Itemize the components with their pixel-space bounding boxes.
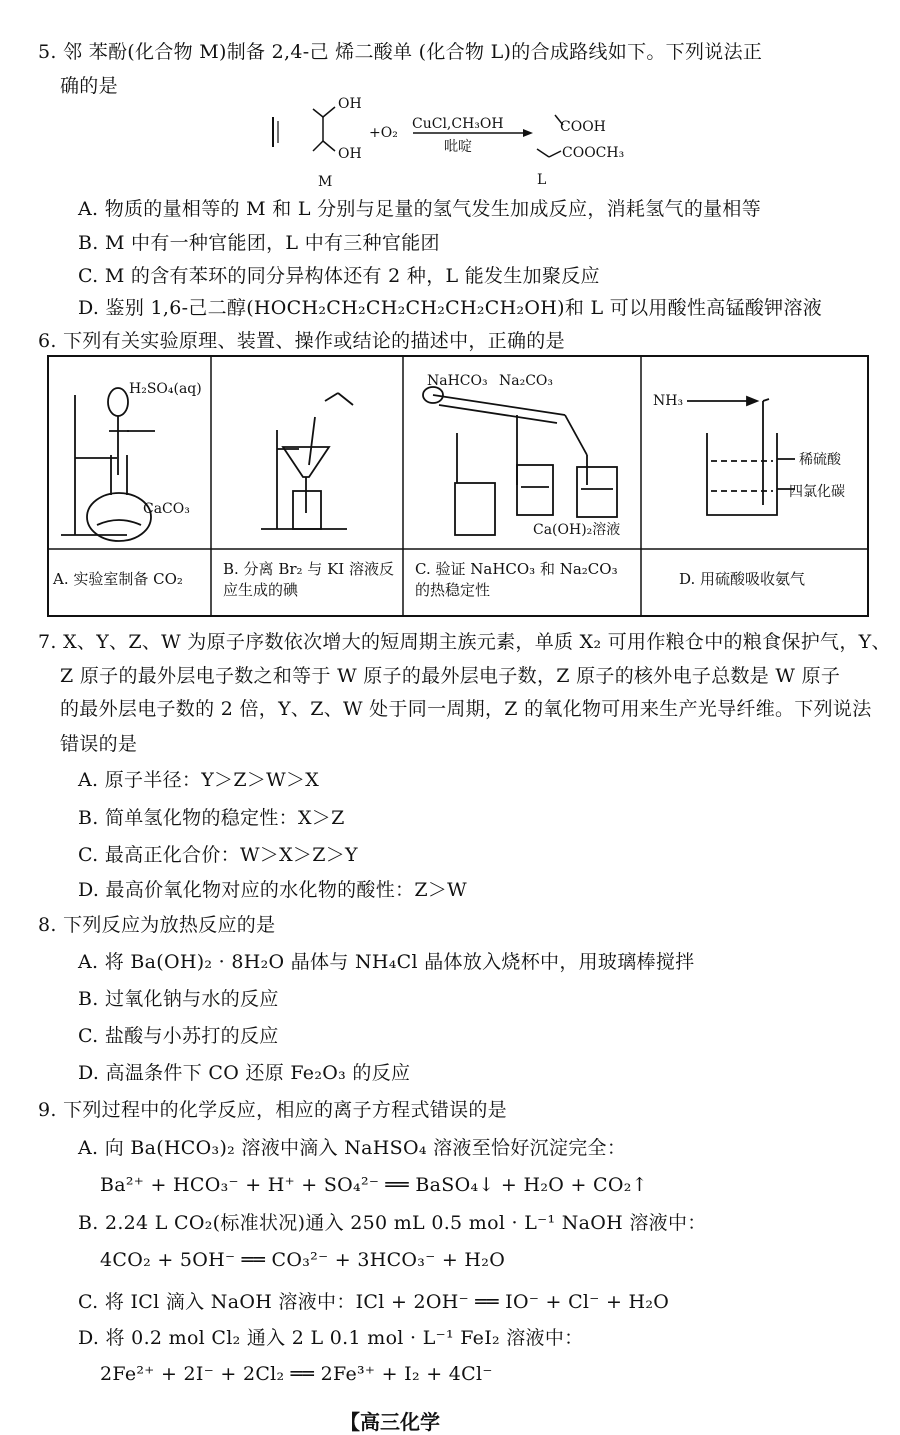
q9-equation-a: Ba²⁺ + HCO₃⁻ + H⁺ + SO₄²⁻ ══ BaSO₄↓ + H₂O + CO₂↑ (100, 1174, 648, 1196)
q9-equation-d: 2Fe²⁺ + 2I⁻ + 2Cl₂ ══ 2Fe³⁺ + I₂ + 4Cl⁻ (100, 1363, 493, 1385)
q8-option-c: C. 盐酸与小苏打的反应 (78, 1025, 279, 1047)
q5-option-c: C. M 的含有苯环的同分异构体还有 2 种，L 能发生加聚反应 (78, 265, 600, 287)
q5-oh-bottom: OH (338, 146, 362, 162)
q5-option-b: B. M 中有一种官能团，L 中有三种官能团 (78, 232, 440, 254)
page-footer: 【高三化学 (340, 1410, 440, 1434)
q6-label-na2co3: Na₂CO₃ (499, 373, 554, 389)
q5-reagent: CuCl,CH₃OH (412, 116, 504, 132)
q8-stem: 8. 下列反应为放热反应的是 (38, 914, 276, 936)
q7-option-b: B. 简单氢化物的稳定性：X＞Z (78, 807, 345, 829)
q6-caption-c: C. 验证 NaHCO₃ 和 Na₂CO₃ 的热稳定性 (415, 560, 618, 599)
q5-oh-top: OH (338, 96, 362, 112)
q5-option-d: D. 鉴别 1,6-己二醇(HOCH₂CH₂CH₂CH₂CH₂CH₂OH)和 L 可以用酸性高锰酸钾溶液 (78, 297, 823, 319)
q5-stem-line1: 5. 邻 苯酚(化合物 M)制备 2,4-己 烯二酸单 (化合物 L)的合成路线如下。下列说法正 (38, 41, 763, 63)
q6-label-limewater: Ca(OH)₂溶液 (533, 522, 621, 538)
q6-label-caco3: CaCO₃ (143, 501, 190, 517)
q8-option-d: D. 高温条件下 CO 还原 Fe₂O₃ 的反应 (78, 1062, 411, 1084)
q8-option-a: A. 将 Ba(OH)₂ · 8H₂O 晶体与 NH₄Cl 晶体放入烧杯中，用玻璃棒搅拌 (78, 951, 695, 973)
q6-caption-d: D. 用硫酸吸收氨气 (679, 570, 806, 588)
q5-label-l: L (537, 172, 547, 188)
q6-label-h2so4: H₂SO₄(aq) (129, 381, 202, 397)
q7-option-a: A. 原子半径：Y＞Z＞W＞X (78, 769, 320, 791)
q5-solvent: 吡啶 (444, 139, 472, 155)
q6-label-ccl4: 四氯化碳 (789, 484, 845, 500)
q7-stem-line1: 7. X、Y、Z、W 为原子序数依次增大的短周期主族元素，单质 X₂ 可用作粮仓中的粮食保护气，Y、 (38, 631, 891, 653)
q5-plus-o2: +O₂ (369, 125, 398, 141)
q9-option-d: D. 将 0.2 mol Cl₂ 通入 2 L 0.1 mol · L⁻¹ FeI₂ 溶液中： (78, 1327, 584, 1349)
q7-stem-line4: 错误的是 (60, 733, 138, 755)
q7-option-d: D. 最高价氧化物对应的水化物的酸性：Z＞W (78, 879, 467, 901)
q6-caption-b: B. 分离 Br₂ 与 KI 溶液反应生成的碘 (223, 560, 394, 599)
q5-cooh: COOH (560, 119, 606, 135)
q5-cooch3: COOCH₃ (562, 145, 625, 161)
q5-option-a: A. 物质的量相等的 M 和 L 分别与足量的氢气发生加成反应，消耗氢气的量相等 (78, 198, 762, 220)
q7-stem-line3: 的最外层电子数的 2 倍，Y、Z、W 处于同一周期，Z 的氧化物可用来生产光导纤维。下列说法 (60, 698, 872, 720)
q6-apparatus-figure (47, 355, 869, 617)
q5-label-m: M (318, 174, 333, 190)
q6-caption-a: A. 实验室制备 CO₂ (53, 570, 183, 588)
q9-option-b: B. 2.24 L CO₂(标准状况)通入 250 mL 0.5 mol · L⁻¹ NaOH 溶液中： (78, 1212, 707, 1234)
q9-stem: 9. 下列过程中的化学反应，相应的离子方程式错误的是 (38, 1099, 507, 1121)
q8-option-b: B. 过氧化钠与水的反应 (78, 988, 279, 1010)
q7-stem-line2: Z 原子的最外层电子数之和等于 W 原子的最外层电子数，Z 原子的核外电子总数是 W 原子 (60, 665, 841, 687)
q9-equation-b: 4CO₂ + 5OH⁻ ══ CO₃²⁻ + 3HCO₃⁻ + H₂O (100, 1249, 506, 1271)
q6-label-nahco3: NaHCO₃ (427, 373, 488, 389)
q6-stem: 6. 下列有关实验原理、装置、操作或结论的描述中，正确的是 (38, 330, 565, 352)
q7-option-c: C. 最高正化合价：W＞X＞Z＞Y (78, 844, 358, 866)
q6-label-dilute-h2so4: 稀硫酸 (799, 452, 841, 468)
q9-option-c: C. 将 ICl 滴入 NaOH 溶液中：ICl + 2OH⁻ ══ IO⁻ + Cl⁻ + H₂O (78, 1291, 670, 1313)
q5-stem-line2: 确的是 (60, 75, 118, 97)
q9-option-a: A. 向 Ba(HCO₃)₂ 溶液中滴入 NaHSO₄ 溶液至恰好沉淀完全： (78, 1137, 627, 1159)
q6-label-nh3: NH₃ (653, 393, 684, 409)
